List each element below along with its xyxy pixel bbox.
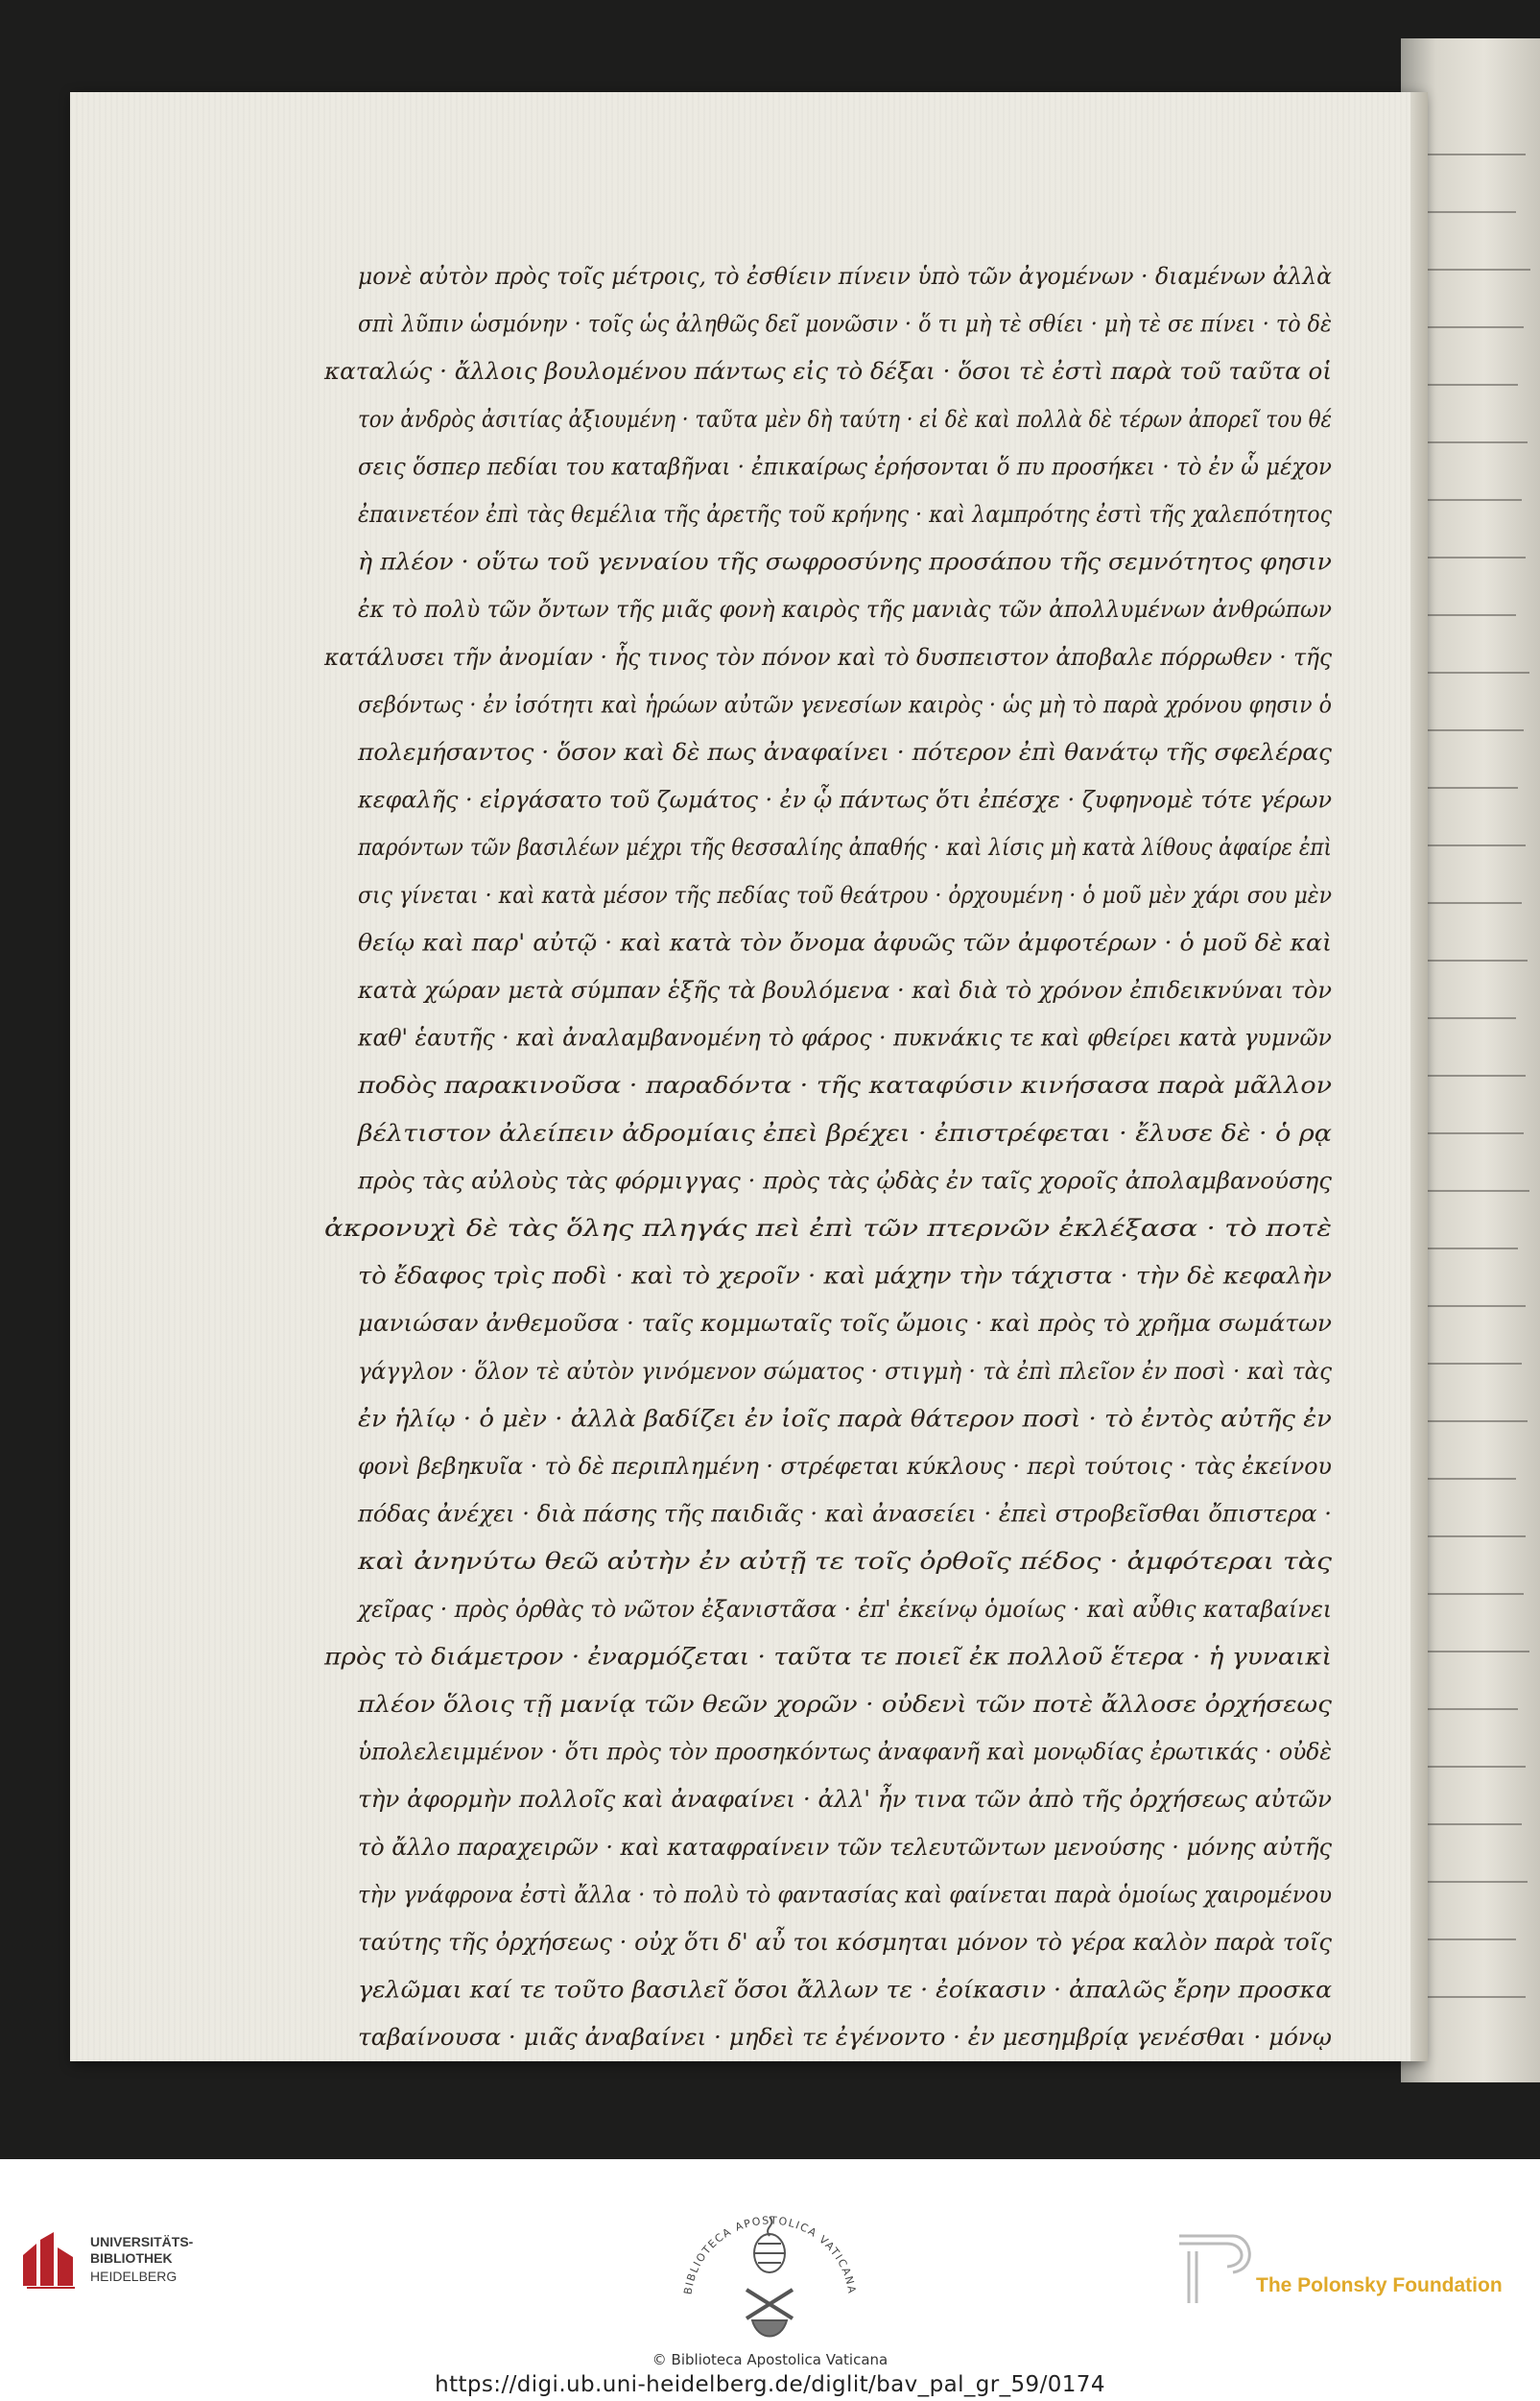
manuscript-line: φονὶ βεβηκυῖα · τὸ δὲ περιπλημένη · στρέφεται κύκλους · περὶ τούτοις · τὰς ἐκείνου	[358, 1453, 1332, 1480]
manuscript-line: μονὲ αὐτὸν πρὸς τοῖς μέτροις, τὸ ἐσθίειν πίνειν ὑπὸ τῶν ἀγομένων · διαμένων ἀλλὰ	[358, 263, 1332, 290]
leaf-fold-edge	[1410, 92, 1428, 2061]
manuscript-line: πόδας ἀνέχει · διὰ πάσης τῆς παιδιᾶς · καὶ ἀνασείει · ἐπεὶ στροβεῖσθαι ὄπιστερα ·	[356, 1500, 1332, 1528]
manuscript-line: τον ἀνδρὸς ἀσιτίας ἀξιουμένη · ταῦτα μὲν δὴ ταύτη · εἰ δὲ καὶ πολλὰ δὲ τέρων ἀπορεῖ του θέ	[358, 405, 1333, 433]
manuscript-line: πολεμήσαντος · ὅσον καὶ δὲ πως ἀναφαίνει · πότερον ἐπὶ θανάτῳ τῆς σφελέρας	[356, 739, 1333, 766]
manuscript-line: πλέον ὅλοις τῇ μανίᾳ τῶν θεῶν χορῶν · οὐδενὶ τῶν ποτὲ ἄλλοσε ὀρχήσεως	[356, 1691, 1333, 1718]
manuscript-line: τὴν ἀφορμὴν πολλοῖς καὶ ἀναφαίνει · ἀλλ' ἦν τινα τῶν ἀπὸ τῆς ὀρχήσεως αὐτῶν	[358, 1786, 1308, 1814]
footer	[0, 2159, 1540, 2401]
manuscript-leaf	[70, 92, 1423, 2061]
manuscript-line: κατὰ χώραν μετὰ σύμπαν ἑξῆς τὰ βουλόμενα · καὶ διὰ τὸ χρόνον ἐπιδεικνύναι τὸν	[356, 977, 1332, 1004]
manuscript-line: παρόντων τῶν βασιλέων μέχρι τῆς θεσσαλίης ἀπαθής · καὶ λίσις μὴ κατὰ λίθους ἀφαίρε ἐπὶ	[357, 834, 1332, 862]
manuscript-line: τὸ ἔδαφος τρὶς ποδὶ · καὶ τὸ χεροῖν · καὶ μάχην τὴν τάχιστα · τὴν δὲ κεφαλὴν	[358, 1262, 1332, 1290]
manuscript-line: πρὸς τὰς αὐλοὺς τὰς φόρμιγγας · πρὸς τὰς ᾠδὰς ἐν ταῖς χοροῖς ἀπολαμβανούσης	[356, 1167, 1333, 1195]
manuscript-line: ταύτης τῆς ὀρχήσεως · οὐχ ὅτι δ' αὖ τοι κόσμηται μόνον τὸ γέρα καλὸν παρὰ τοῖς	[358, 1929, 1319, 1956]
university-library-city: HEIDELBERG	[90, 2269, 178, 2284]
manuscript-line: ἀκρονυχὶ δὲ τὰς ὅλης πληγάς πεὶ ἐπὶ τῶν πτερνῶν ἐκλέξασα · τὸ ποτὲ	[324, 1215, 1332, 1242]
polonsky-mark-icon	[1175, 2230, 1262, 2305]
source-url[interactable]: https://digi.ub.uni-heidelberg.de/diglit/bav_pal_gr_59/0174	[435, 2372, 1105, 2397]
manuscript-line: καὶ ἀνηνύτω θεῶ αὐτὴν ἐν αὐτῇ τε τοῖς ὀρθοῖς πέδος · ἀμφότεραι τὰς	[356, 1548, 1333, 1576]
manuscript-line: σεβόντως · ἐν ἰσότητι καὶ ἡρώων αὐτῶν γενεσίων καιρὸς · ὡς μὴ τὸ παρὰ χρόνου φησιν ὁ	[358, 691, 1332, 719]
vatican-seal-text: BIBLIOTECA APOSTOLICA VATICANA	[681, 2214, 859, 2295]
manuscript-line: σεις ὅσπερ πεδίαι του καταβῆναι · ἐπικαίρως ἐρήσονται ὅ πυ προσήκει · τὸ ἐν ὧ μέχον	[358, 453, 1378, 481]
university-library-mark-icon	[17, 2228, 84, 2295]
manuscript-line: καταλώς · ἄλλοις βουλομένου πάντως εἰς τὸ δέξαι · ὅσοι τὲ ἐστὶ παρὰ τοῦ ταῦτα οἱ	[322, 358, 1333, 386]
manuscript-line: μανιώσαν ἀνθεμοῦσα · ταῖς κομμωταῖς τοῖς ὤμοις · καὶ πρὸς τὸ χρῆμα σωμάτων	[358, 1310, 1332, 1338]
manuscript-line: τὸ ἄλλο παραχειρῶν · καὶ καταφραίνειν τῶν τελευτῶντων μενούσης · μόνης αὐτῆς	[358, 1833, 1333, 1861]
manuscript-line: πρὸς τὸ διάμετρον · ἐναρμόζεται · ταῦτα τε ποιεῖ ἐκ πολλοῦ ἕτερα · ἡ γυναικὶ	[322, 1643, 1332, 1671]
manuscript-line: κατάλυσει τῆν ἀνομίαν · ἧς τινος τὸν πόνον καὶ τὸ δυσπειστον ἀποβαλε πόρρωθεν · τῆς	[324, 643, 1362, 671]
manuscript-line: τὴν γνάφρονα ἐστὶ ἄλλα · τὸ πολὺ τὸ φαντασίας καὶ φαίνεται παρὰ ὁμοίως χαιρομένου	[358, 1881, 1332, 1909]
manuscript-line: σπὶ λῦπιν ὡσμόνην · τοῖς ὡς ἀληθῶς δεῖ μονῶσιν · ὅ τι μὴ τὲ σθίει · μὴ τὲ σε πίνει · τὸ δὲ	[358, 310, 1332, 338]
manuscript-text-svg	[70, 92, 1423, 2061]
manuscript-line: θείῳ καὶ παρ' αὐτῷ · καὶ κατὰ τὸν ὄνομα ἀφυῶς τῶν ἀμφοτέρων · ὁ μοῦ δὲ καὶ	[358, 929, 1332, 957]
manuscript-line: σις γίνεται · καὶ κατὰ μέσον τῆς πεδίας τοῦ θεάτρου · ὀρχουμένη · ὁ μοῦ μὲν χάρι σου μὲν	[358, 881, 1332, 909]
manuscript-line: γελῶμαι καί τε τοῦτο βασιλεῖ ὅσοι ἄλλων τε · ἐοίκασιν · ἀπαλῶς ἔρην προσκα	[358, 1976, 1332, 2004]
copyright-notice: © Biblioteca Apostolica Vaticana	[652, 2351, 888, 2368]
manuscript-line: ὑπολελειμμένον · ὅτι πρὸς τὸν προσηκόντως ἀναφανῆ καὶ μονῳδίας ἐρωτικάς · οὐδὲ	[358, 1738, 1332, 1766]
manuscript-line: βέλτιστον ἀλείπειν ἀδρομίαις ἐπεὶ βρέχει · ἐπιστρέφεται · ἔλυσε δὲ · ὁ ρᾳ	[356, 1119, 1332, 1147]
polonsky-foundation-name: The Polonsky Foundation	[1256, 2274, 1503, 2296]
university-library-name: UNIVERSITÄTS- BIBLIOTHEK	[90, 2234, 194, 2266]
manuscript-line: ἐκ τὸ πολὺ τῶν ὄντων τῆς μιᾶς φονὴ καιρὸς τῆς μανιὰς τῶν ἀπολλυμένων ἀνθρώπων	[358, 596, 1332, 624]
manuscript-line: κεφαλῆς · εἰργάσατο τοῦ ζωμάτος · ἐν ᾧ πάντως ὅτι ἐπέσχε · ζυφηνομὲ τότε γέρων	[358, 786, 1335, 814]
manuscript-line: χεῖρας · πρὸς ὀρθὰς τὸ νῶτον ἐξανιστᾶσα · ἐπ' ἐκείνῳ ὁμοίως · καὶ αὖθις καταβαίνει	[358, 1595, 1361, 1623]
manuscript-line: καθ' ἑαυτῆς · καὶ ἀναλαμβανομένη τὸ φάρος · πυκνάκις τε καὶ φθείρει κατὰ γυμνῶν	[357, 1024, 1332, 1052]
manuscript-line: ἐπαινετέον ἐπὶ τὰς θεμέλια τῆς ἀρετῆς τοῦ κρήνης · καὶ λαμπρότης ἐστὶ τῆς χαλεπότητος	[358, 501, 1333, 528]
manuscript-line: ἐν ἡλίῳ · ὁ μὲν · ἀλλὰ βαδίζει ἐν ἰοῖς παρὰ θάτερον ποσὶ · τὸ ἐντὸς αὐτῆς ἐν	[358, 1405, 1332, 1433]
manuscript-line: ποδὸς παρακινοῦσα · παραδόντα · τῆς καταφύσιν κινήσασα παρὰ μᾶλλον	[356, 1072, 1332, 1100]
manuscript-line: γάγγλον · ὅλον τὲ αὐτὸν γινόμενον σώματος · στιγμὴ · τὰ ἐπὶ πλεῖον ἐν ποσὶ · καὶ τὰς	[358, 1357, 1333, 1385]
university-library-logo[interactable]	[17, 2228, 228, 2295]
manuscript-text-block	[70, 92, 1423, 2061]
polonsky-foundation-logo[interactable]	[1175, 2230, 1540, 2307]
manuscript-line: ὴ πλέον · οὕτω τοῦ γενναίου τῆς σωφροσύνης προσάπου τῆς σεμνότητος φησιν	[358, 548, 1332, 576]
manuscript-line: ταβαίνουσα · μιᾶς ἀναβαίνει · μηδεὶ τε ἐγένοντο · ἐν μεσημβρίᾳ γενέσθαι · μόνῳ	[358, 2024, 1332, 2052]
